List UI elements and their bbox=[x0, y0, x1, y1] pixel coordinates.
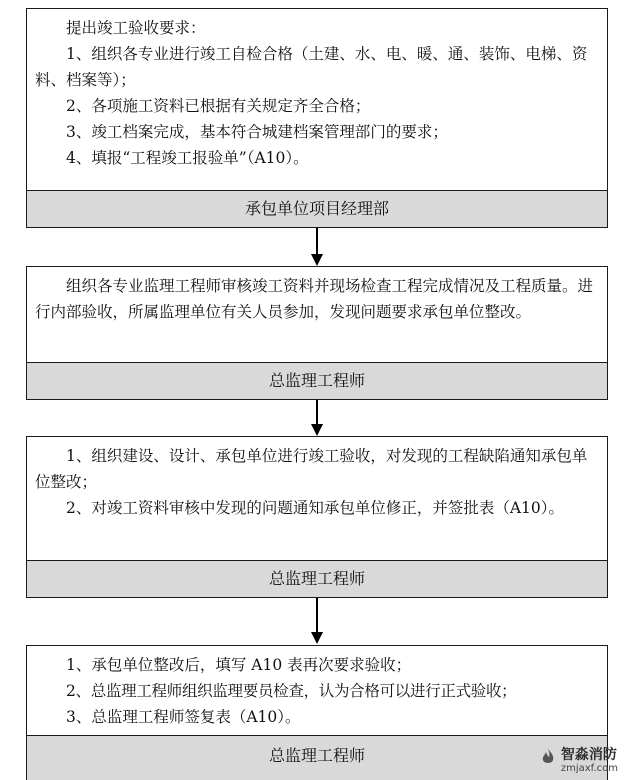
step-1-line-3: 2、各项施工资料已根据有关规定齐全合格； bbox=[66, 97, 371, 115]
step-3-content bbox=[27, 437, 607, 525]
step-4-line-3: 3、总监理工程师签复表（A10）。 bbox=[66, 708, 301, 726]
step-box-3 bbox=[26, 436, 608, 598]
step-1-line-4: 3、竣工档案完成，基本符合城建档案管理部门的要求； bbox=[66, 123, 448, 141]
step-2-responsible: 总监理工程师 bbox=[27, 362, 607, 399]
watermark-url: zmjaxf.com bbox=[560, 763, 618, 774]
step-4-line-1: 1、承包单位整改后，填写 A10 表再次要求验收； bbox=[66, 656, 412, 674]
step-1-line-2: 1、组织各专业进行竣工自检合格（土建、水、电、暖、通、装饰、电梯、资料、档案等）； bbox=[35, 45, 588, 89]
step-2-line-1: 组织各专业监理工程师审核竣工资料并现场检查工程完成情况及工程质量。进行内部验收，所属监理单位有关人员参加，发现问题要求承包单位整改。 bbox=[35, 277, 594, 321]
watermark bbox=[561, 748, 618, 774]
step-2-content bbox=[27, 267, 607, 329]
step-4-responsible: 总监理工程师 bbox=[27, 735, 607, 780]
step-4-content bbox=[27, 646, 607, 734]
step-3-line-1: 1、组织建设、设计、承包单位进行竣工验收，对发现的工程缺陷通知承包单位整改； bbox=[35, 447, 588, 491]
step-1-responsible: 承包单位项目经理部 bbox=[27, 190, 607, 227]
step-3-line-2: 2、对竣工资料审核中发现的问题通知承包单位修正，并签批表（A10）。 bbox=[66, 499, 565, 517]
step-1-line-1: 提出竣工验收要求： bbox=[66, 19, 206, 37]
step-box-2 bbox=[26, 266, 608, 400]
step-4-line-2: 2、总监理工程师组织监理要员检查，认为合格可以进行正式验收； bbox=[66, 682, 517, 700]
step-box-4 bbox=[26, 645, 608, 780]
step-1-line-5: 4、填报“工程竣工报验单”（A10）。 bbox=[66, 149, 309, 167]
step-1-content bbox=[27, 9, 607, 175]
watermark-name: 智淼消防 bbox=[560, 746, 617, 763]
flame-logo-icon bbox=[539, 748, 557, 766]
step-3-responsible: 总监理工程师 bbox=[27, 560, 607, 597]
step-box-1 bbox=[26, 8, 608, 228]
